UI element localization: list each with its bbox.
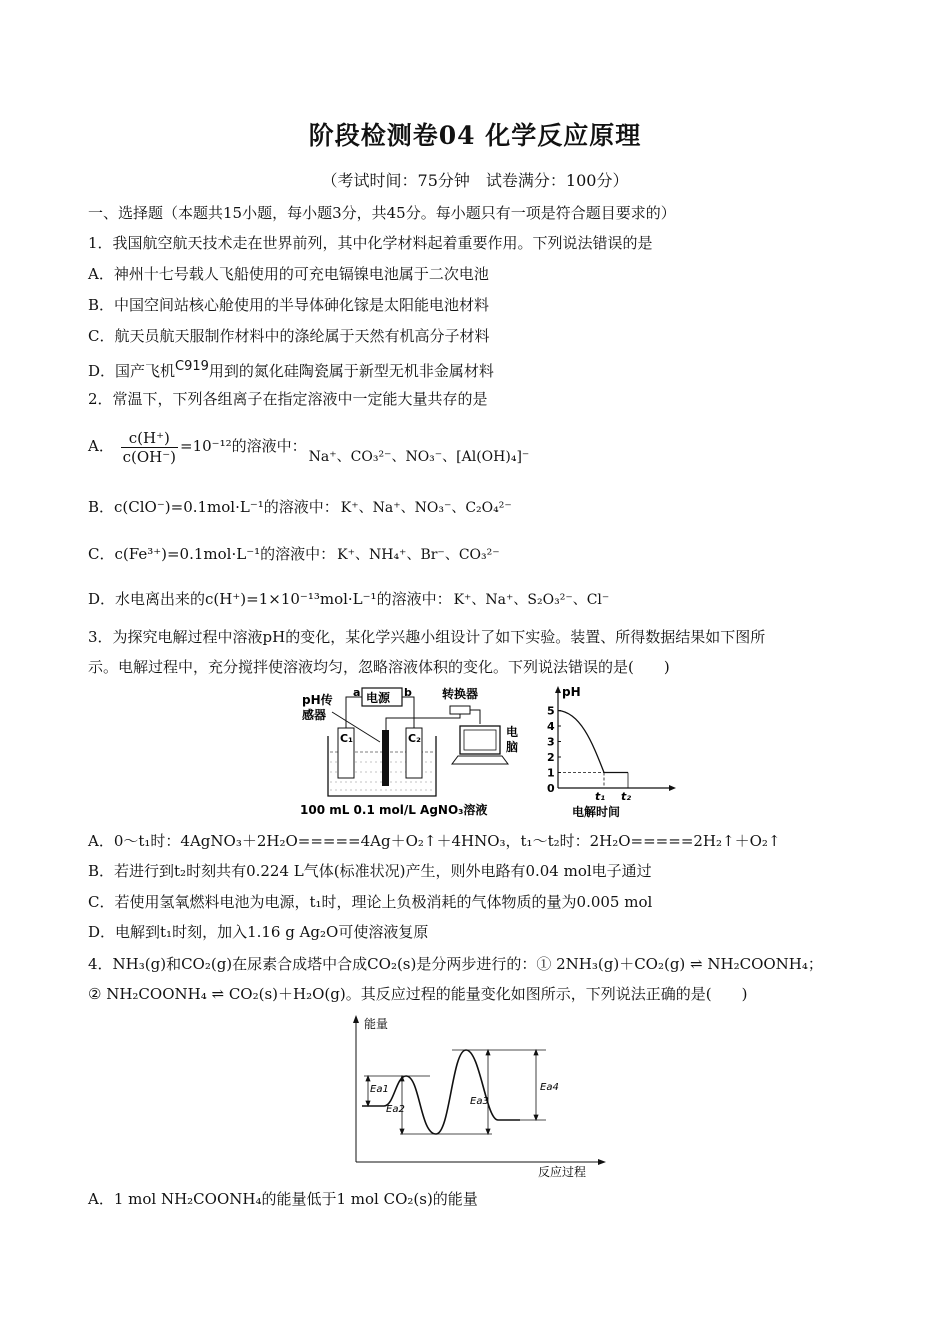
q3-stem-line1: 3．为探究电解过程中溶液pH的变化，某化学兴趣小组设计了如下实验。装置、所得数据结果如下图所	[88, 628, 766, 646]
ph-probe	[382, 730, 389, 786]
q2-a-ions: Na⁺、CO₃²⁻、NO₃⁻、[Al(OH)₄]⁻	[308, 449, 530, 465]
y-tick-5: 5	[547, 704, 555, 718]
ea4-label: Ea4	[540, 1082, 559, 1093]
q2-b-condition: c(ClO⁻)=0.1mol·L⁻¹	[114, 498, 264, 516]
computer-label-1: 电	[506, 725, 519, 739]
q2-option-a	[88, 424, 878, 470]
electrode-c1-label: C₁	[340, 732, 353, 745]
q2-a-equals: =10⁻¹²	[180, 437, 232, 455]
electrode-c2-label: C₂	[408, 732, 421, 745]
energy-diagram	[340, 1012, 610, 1182]
y-tick-3: 3	[547, 735, 555, 749]
q2-c-ions: K⁺、NH₄⁺、Br⁻、CO₃²⁻	[337, 547, 500, 563]
energy-axis-label: 能量	[364, 1017, 389, 1031]
q2-d-ions: K⁺、Na⁺、S₂O₃²⁻、Cl⁻	[453, 592, 610, 608]
converter-box	[450, 706, 470, 714]
terminal-a: a	[353, 686, 361, 699]
q4-stem-line2: ② NH₂COONH₄ ⇌ CO₂(s)＋H₂O(g)。其反应过程的能量变化如图所示，下列说法正确的是( )	[88, 985, 748, 1003]
q2-a-label: A．	[88, 437, 114, 455]
y-tick-1: 1	[547, 766, 555, 780]
computer-label-2: 脑	[506, 740, 519, 754]
computer-keyboard	[452, 756, 508, 764]
q3-option-a: A．0～t₁时：4AgNO₃＋2H₂O=====4Ag＋O₂↑＋4HNO₃，t₁～t₂时：2H₂O=====2H₂↑＋O₂↑	[88, 832, 781, 850]
ph-sensor-label-2: 感器	[302, 708, 327, 722]
ph-curve	[558, 711, 604, 773]
terminal-b: b	[404, 686, 412, 699]
ph-chart	[547, 685, 676, 819]
q3-option-b: B．若进行到t₂时刻共有0.224 L气体(标准状况)产生，则外电路有0.04 mol电子通过	[88, 862, 652, 880]
chart-xlabel: 电解时间	[572, 805, 621, 819]
q4-stem-line1: 4．NH₃(g)和CO₂(g)在尿素合成塔中合成CO₂(s)是分两步进行的：① 2NH₃(g)＋CO₂(g) ⇌ NH₂COONH₄；	[88, 955, 823, 973]
q2-a-mid: 的溶液中：	[231, 437, 307, 455]
q2-option-d	[88, 588, 878, 611]
q2-c-mid: 的溶液中：	[260, 545, 336, 563]
q1-d-suffix: 用到的氮化硅陶瓷属于新型无机非金属材料	[208, 362, 494, 380]
electrolysis-figure	[300, 684, 680, 824]
q3-option-c: C．若使用氢氧燃料电池为电源，t₁时，理论上负极消耗的气体物质的量为0.005 mol	[88, 893, 653, 911]
y-tick-4: 4	[547, 720, 555, 733]
q2-d-condition: c(H⁺)=1×10⁻¹³mol·L⁻¹	[205, 590, 377, 608]
power-supply-label: 电源	[366, 691, 391, 705]
q3-option-d: D．电解到t₁时刻，加入1.16 g Ag₂O可使溶液复原	[88, 923, 429, 941]
q2-d-label: D．水电离出来的	[88, 590, 206, 608]
page-title: 阶段检测卷04 化学反应原理	[308, 121, 642, 150]
q2-b-mid: 的溶液中：	[263, 498, 339, 516]
q2-a-fraction	[121, 429, 178, 466]
q3-stem-line2: 示。电解过程中，充分搅拌使溶液均匀，忽略溶液体积的变化。下列说法错误的是( )	[88, 658, 670, 676]
ea1-label: Ea1	[370, 1084, 389, 1095]
q2-a-denominator: c(OH⁻)	[122, 447, 177, 466]
x-tick-t2: t₂	[621, 790, 632, 803]
section-heading: 一、选择题（本题共15小题，每小题3分，共45分。每小题只有一项是符合题目要求的）	[88, 204, 676, 222]
process-axis-label: 反应过程	[538, 1165, 587, 1179]
q4-option-a: A．1 mol NH₂COONH₄的能量低于1 mol CO₂(s)的能量	[88, 1190, 478, 1208]
q2-b-ions: K⁺、Na⁺、NO₃⁻、C₂O₄²⁻	[340, 500, 512, 516]
q2-d-mid: 的溶液中：	[376, 590, 452, 608]
x-tick-t1: t₁	[595, 790, 606, 803]
solution-caption: 100 mL 0.1 mol/L AgNO₃溶液	[300, 803, 488, 817]
ea2-label: Ea2	[386, 1104, 405, 1115]
chart-ylabel: pH	[562, 685, 581, 699]
q1-option-c: C．航天员航天服制作材料中的涤纶属于天然有机高分子材料	[88, 327, 490, 345]
q1-option-b: B．中国空间站核心舱使用的半导体砷化镓是太阳能电池材料	[88, 296, 490, 314]
q2-c-condition: c(Fe³⁺)=0.1mol·L⁻¹	[114, 545, 261, 563]
q1-option-a: A．神州十七号载人飞船使用的可充电镉镍电池属于二次电池	[88, 265, 489, 283]
converter-label: 转换器	[442, 687, 479, 701]
ph-sensor-label-1: pH传	[302, 693, 333, 707]
y-tick-0: 0	[547, 782, 555, 795]
q2-stem: 2．常温下，下列各组离子在指定溶液中一定能大量共存的是	[88, 390, 488, 408]
q1-d-prefix: D．国产飞机	[88, 362, 176, 380]
q2-option-b	[88, 496, 878, 519]
ea3-label: Ea3	[470, 1096, 489, 1107]
q1-option-d	[88, 356, 878, 382]
exam-info: （考试时间：75分钟 试卷满分：100分）	[321, 171, 629, 190]
q1-d-model: C919	[175, 359, 209, 374]
q1-stem: 1．我国航空航天技术走在世界前列，其中化学材料起着重要作用。下列说法错误的是	[88, 234, 653, 252]
q2-b-label: B．	[88, 498, 115, 516]
y-tick-2: 2	[547, 751, 555, 764]
q2-a-numerator: c(H⁺)	[121, 429, 178, 448]
q2-c-label: C．	[88, 545, 115, 563]
q2-option-c	[88, 543, 878, 566]
